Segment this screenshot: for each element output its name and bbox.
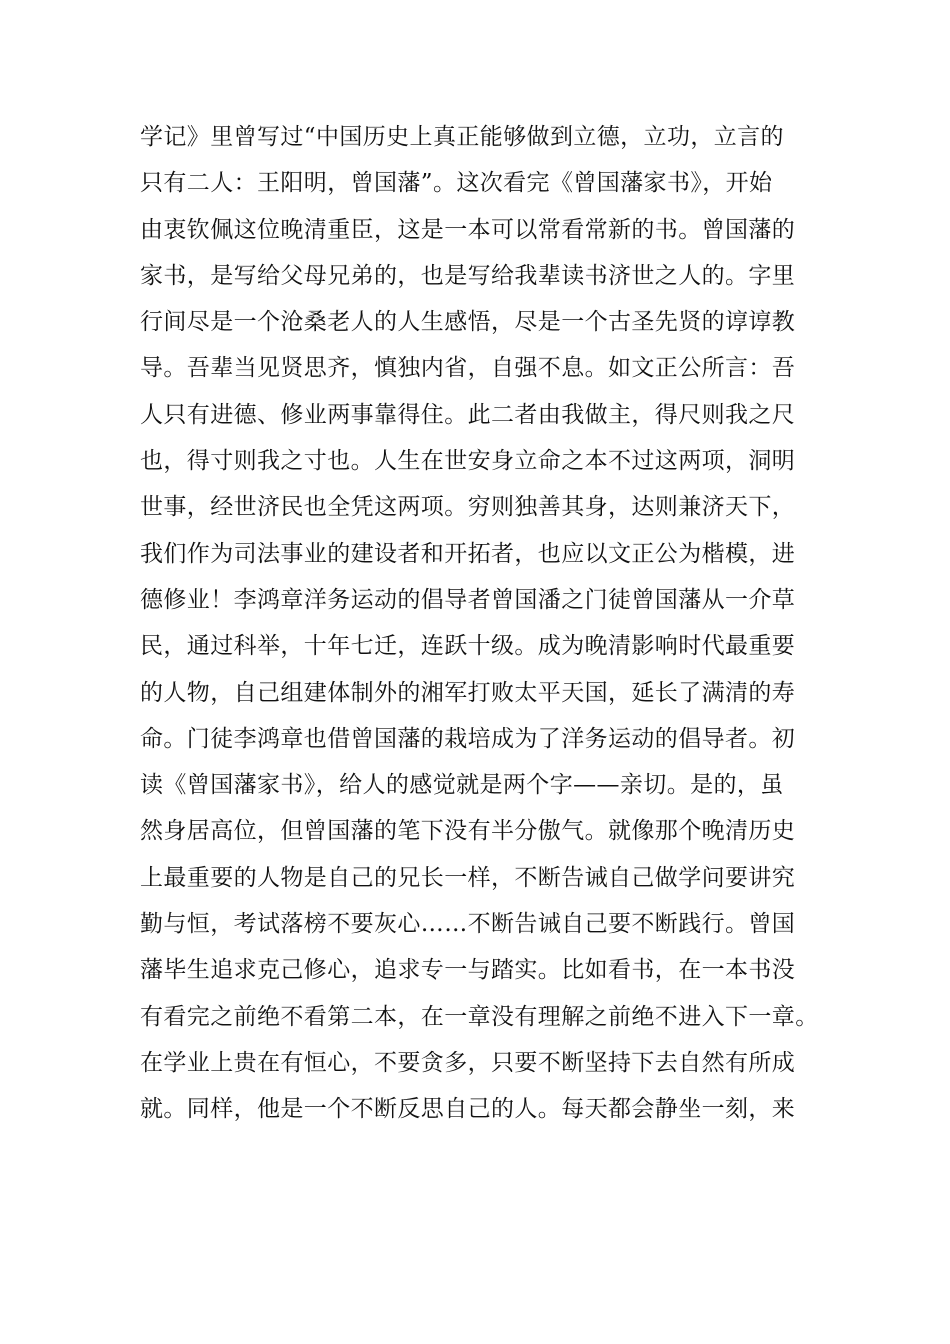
text-line: 藩毕生追求克己修心，追求专一与踏实。比如看书，在一本书没 (140, 957, 796, 984)
text-line: 世事，经世济民也全凭这两项。穷则独善其身，达则兼济天下， (140, 494, 796, 521)
text-line: 命。门徒李鸿章也借曾国藩的栽培成为了洋务运动的倡导者。初 (140, 725, 796, 752)
body-text (140, 114, 820, 1133)
text-line: 人只有进德、修业两事靠得住。此二者由我做主，得尺则我之尺 (140, 401, 796, 428)
text-line: 然身居高位，但曾国藩的笔下没有半分傲气。就像那个晚清历史 (140, 818, 796, 845)
text-line: 读《曾国藩家书》，给人的感觉就是两个字——亲切。是的，虽 (140, 772, 784, 799)
text-line: 在学业上贵在有恒心，不要贪多，只要不断坚持下去自然有所成 (140, 1049, 796, 1076)
text-line: 勤与恒，考试落榜不要灰心……不断告诫自己要不断践行。曾国 (140, 911, 796, 938)
text-line: 上最重要的人物是自己的兄长一样，不断告诫自己做学问要讲究 (140, 864, 796, 891)
text-line: 导。吾辈当见贤思齐，慎独内省，自强不息。如文正公所言：吾 (140, 355, 796, 382)
text-line: 家书，是写给父母兄弟的，也是写给我辈读书济世之人的。字里 (140, 262, 796, 289)
text-line: 也，得寸则我之寸也。人生在世安身立命之本不过这两项，洞明 (140, 448, 796, 475)
text-line: 德修业！李鸿章洋务运动的倡导者曾国潘之门徒曾国藩从一介草 (140, 586, 796, 613)
text-line: 只有二人：王阳明，曾国藩”。这次看完《曾国藩家书》，开始 (140, 170, 773, 197)
text-line: 民，通过科举，十年七迁，连跃十级。成为晚清影响时代最重要 (140, 633, 796, 660)
text-line: 的人物，自己组建体制外的湘军打败太平天国，延长了满清的寿 (140, 679, 796, 706)
text-line: 有看完之前绝不看第二本，在一章没有理解之前绝不进入下一章。 (140, 1003, 819, 1030)
text-line: 行间尽是一个沧桑老人的人生感悟，尽是一个古圣先贤的谆谆教 (140, 309, 796, 336)
text-line: 学记》里曾写过“中国历史上真正能够做到立德，立功，立言的 (140, 124, 784, 150)
text-line: 我们作为司法事业的建设者和开拓者，也应以文正公为楷模，进 (140, 540, 796, 567)
text-line: 就。同样，他是一个不断反思自己的人。每天都会静坐一刻，来 (140, 1096, 796, 1123)
text-line: 由衷钦佩这位晚清重臣，这是一本可以常看常新的书。曾国藩的 (140, 216, 796, 243)
